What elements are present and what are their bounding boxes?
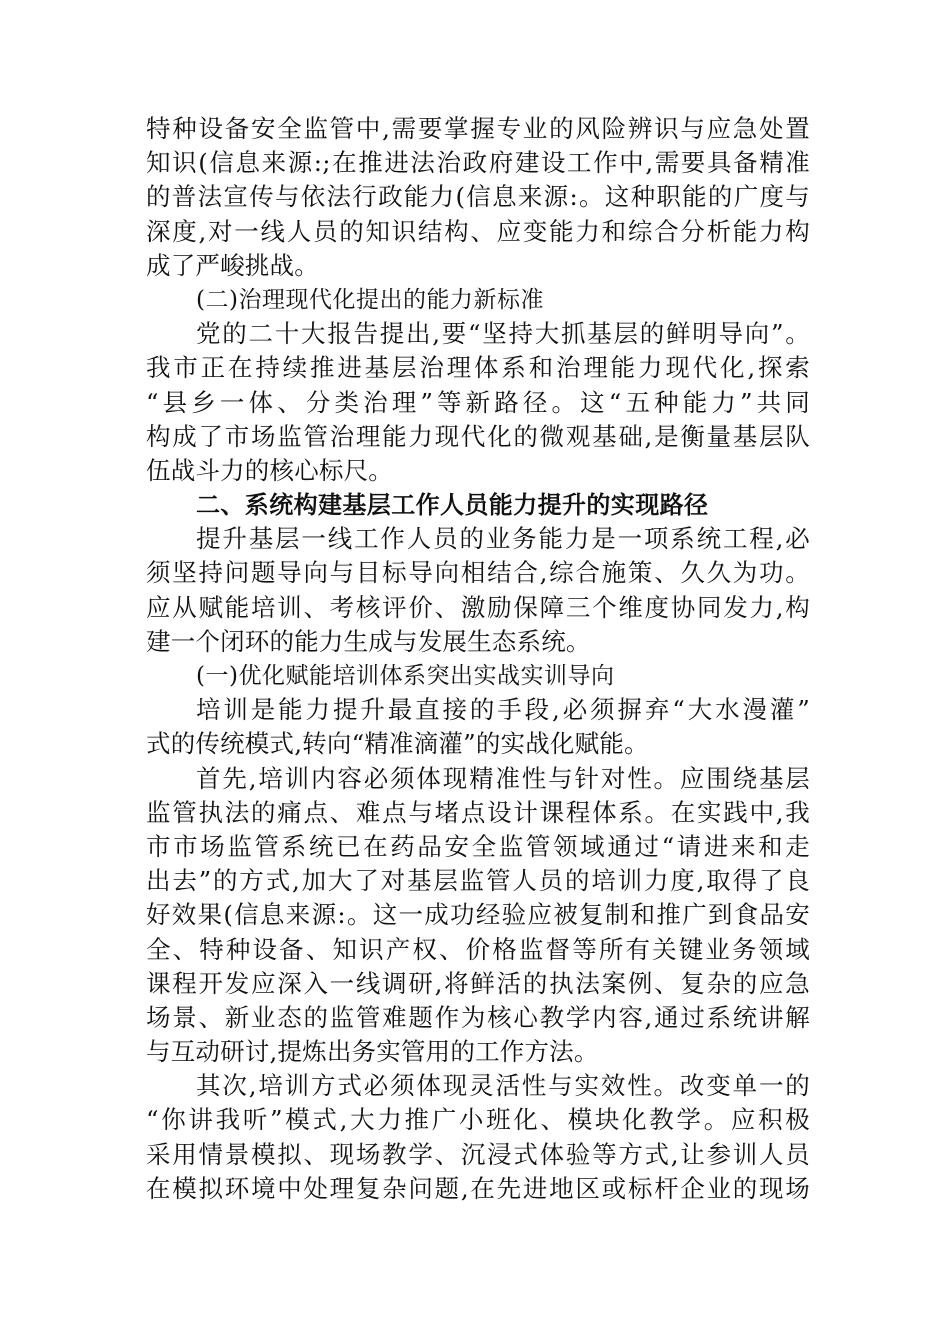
text-line: 好效果(信息来源:。这一成功经验应被复制和推广到食品安 bbox=[146, 900, 810, 930]
text-line: 课程开发应深入一线调研,将鲜活的执法案例、复杂的应急 bbox=[146, 968, 810, 998]
text-line: 应从赋能培训、考核评价、激励保障三个维度协同发力,构 bbox=[146, 592, 810, 622]
text-line: 场景、新业态的监管难题作为核心教学内容,通过系统讲解 bbox=[146, 1002, 810, 1032]
text-line: “你讲我听”模式,大力推广小班化、模块化教学。应积极 bbox=[146, 1105, 810, 1135]
text-line: 特种设备安全监管中,需要掌握专业的风险辨识与应急处置 bbox=[146, 114, 810, 143]
text-line: 党的二十大报告提出,要“坚持大抓基层的鲜明导向”。 bbox=[196, 319, 810, 349]
section-heading: 二、系统构建基层工作人员能力提升的实现路径 bbox=[196, 491, 709, 520]
body-paragraph bbox=[146, 693, 810, 761]
text-line: 须坚持问题导向与目标导向相结合,综合施策、久久为功。 bbox=[146, 558, 810, 588]
text-line: 深度,对一线人员的知识结构、应变能力和综合分析能力构 bbox=[146, 216, 810, 246]
body-paragraph bbox=[146, 317, 810, 488]
text-line: 首先,培训内容必须体现精准性与针对性。应围绕基层 bbox=[196, 763, 810, 793]
text-line: 出去”的方式,加大了对基层监管人员的培训力度,取得了良 bbox=[146, 866, 810, 896]
text-line: 我市正在持续推进基层治理体系和治理能力现代化,探索 bbox=[146, 353, 810, 383]
text-line: 市市场监管系统已在药品安全监管领域通过“请进来和走 bbox=[146, 831, 810, 861]
document-page bbox=[146, 112, 810, 1206]
text-line: 培训是能力提升最直接的手段,必须摒弃“大水漫灌” bbox=[196, 695, 810, 725]
text-line: 建一个闭环的能力生成与发展生态系统。 bbox=[146, 626, 591, 656]
text-line: 知识(信息来源:;在推进法治政府建设工作中,需要具备精准 bbox=[146, 148, 810, 178]
section-subheading: (二)治理现代化提出的能力新标准 bbox=[196, 286, 544, 313]
text-line: 全、特种设备、知识产权、价格监督等所有关键业务领域 bbox=[146, 934, 810, 964]
text-line: 成了严峻挑战。 bbox=[146, 250, 319, 280]
text-line: “县乡一体、分类治理”等新路径。这“五种能力”共同 bbox=[146, 387, 810, 417]
body-paragraph bbox=[146, 1069, 810, 1206]
text-line: 监管执法的痛点、难点与堵点设计课程体系。在实践中,我 bbox=[146, 797, 810, 827]
body-paragraph bbox=[146, 522, 810, 659]
text-line: 的普法宣传与依法行政能力(信息来源:。这种职能的广度与 bbox=[146, 182, 810, 212]
text-line: 伍战斗力的核心标尺。 bbox=[146, 455, 393, 485]
text-line: 在模拟环境中处理复杂问题,在先进地区或标杆企业的现场 bbox=[146, 1173, 810, 1203]
text-line: 其次,培训方式必须体现灵活性与实效性。改变单一的 bbox=[196, 1071, 810, 1101]
body-paragraph bbox=[146, 112, 810, 283]
text-line: 式的传统模式,转向“精准滴灌”的实战化赋能。 bbox=[146, 729, 649, 759]
text-line: 采用情景模拟、现场教学、沉浸式体验等方式,让参训人员 bbox=[146, 1139, 810, 1169]
text-line: 提升基层一线工作人员的业务能力是一项系统工程,必 bbox=[196, 524, 810, 554]
body-paragraph bbox=[146, 762, 810, 1070]
section-subheading: (一)优化赋能培训体系突出实战实训导向 bbox=[196, 663, 615, 689]
text-line: 与互动研讨,提炼出务实管用的工作方法。 bbox=[146, 1037, 599, 1067]
text-line: 构成了市场监管治理能力现代化的微观基础,是衡量基层队 bbox=[146, 421, 810, 451]
